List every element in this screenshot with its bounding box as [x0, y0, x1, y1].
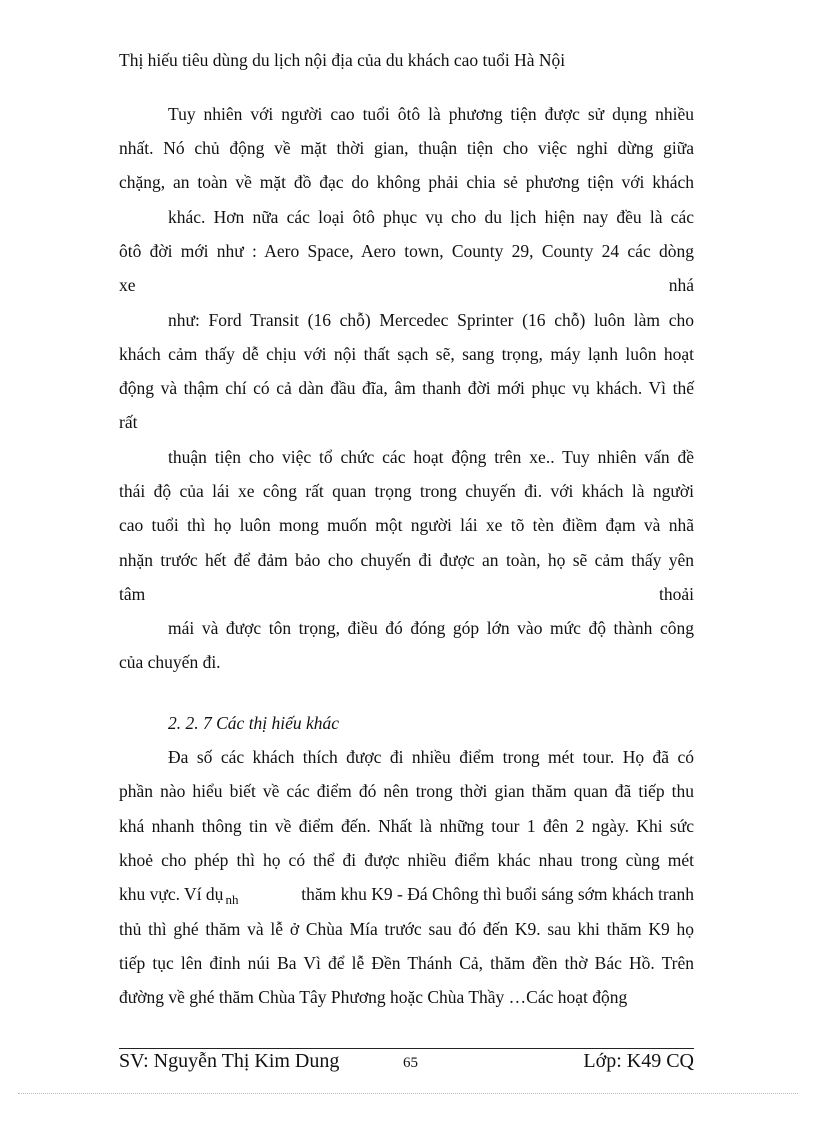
body-line: cao tuổi thì họ luôn mong muốn một người lái xe tõ tèn điềm đạm và nhã [119, 515, 694, 535]
body-line: nhất. Nó chủ động về mặt thời gian, thuận tiện cho việc nghỉ dừng giữa [119, 138, 694, 158]
example-text-a: khu vực. Ví dụ [119, 884, 224, 904]
body-line: mái và được tôn trọng, điều đó đóng góp lớn vào mức độ thành công [168, 618, 694, 638]
page-number: 65 [403, 1055, 418, 1071]
body-line-right: thoải [659, 584, 694, 604]
body-line: khác. Hơn nữa các loại ôtô phục vụ cho du lịch hiện nay đều là các [168, 207, 694, 227]
footer-rule [119, 1048, 694, 1049]
page-bottom-divider [18, 1093, 798, 1094]
body-line: phần nào hiểu biết về các điểm đó nên trong thời gian thăm quan đã tiếp thu [119, 781, 694, 801]
body-line: thuận tiện cho việc tổ chức các hoạt động trên xe.. Tuy nhiên vấn đề [168, 447, 694, 467]
body-line: ôtô đời mới như : Aero Space, Aero town, County 29, County 24 các dòng [119, 241, 694, 261]
example-text-b: thăm khu K9 - Đá Chông thì buổi sáng sớm khách tranh [301, 884, 694, 904]
body-line: đường về ghé thăm Chùa Tây Phương hoặc Chùa Thầy …Các hoạt động [119, 987, 628, 1007]
section-heading: 2. 2. 7 Các thị hiếu khác [168, 713, 340, 733]
body-line: khoẻ cho phép thì họ có thể đi được nhiều điểm khác nhau trong cùng mét [119, 850, 694, 870]
body-line: Đa số các khách thích được đi nhiều điểm trong mét tour. Họ đã có [168, 747, 694, 767]
footer-class: Lớp: K49 CQ [583, 1050, 694, 1072]
body-line: như: Ford Transit (16 chỗ) Mercedec Sprinter (16 chỗ) luôn làm cho [168, 310, 694, 330]
body-line-right: nhá [668, 275, 694, 295]
body-line: khá nhanh thông tin về điểm đến. Nhất là những tour 1 đên 2 ngày. Khi sức [119, 816, 694, 836]
body-line: khách cảm thấy dễ chịu với nội thất sạch sẽ, sang trọng, máy lạnh luôn hoạt [119, 344, 694, 364]
body-line: của chuyến đi. [119, 652, 221, 672]
body-line: thái độ của lái xe công rất quan trọng trong chuyến đi. với khách là người [119, 481, 694, 501]
body-line: Tuy nhiên với người cao tuổi ôtô là phương tiện được sử dụng nhiều [168, 104, 694, 124]
footer-student: SV: Nguyễn Thị Kim Dung [119, 1050, 340, 1072]
page-header: Thị hiếu tiêu dùng du lịch nội địa của du khách cao tuổi Hà Nội [119, 50, 566, 70]
body-line: tiếp tục lên đỉnh núi Ba Vì để lễ Đền Thánh Cả, thăm đền thờ Bác Hồ. Trên [119, 953, 694, 973]
body-line: thủ thì ghé thăm và lễ ở Chùa Mía trước sau đó đến K9. sau khi thăm K9 họ [119, 919, 694, 939]
body-line: chặng, an toàn về mặt đồ đạc do không phải chia sẻ phương tiện với khách [119, 172, 694, 192]
body-line: rất [119, 412, 138, 432]
body-line-example [119, 884, 694, 905]
body-line: động và thậm chí có cả dàn đầu đĩa, âm thanh đời mới phục vụ khách. Vì thế [119, 378, 694, 398]
body-line: nhặn trước hết để đảm bảo cho chuyến đi được an toàn, họ sẽ cảm thấy yên [119, 550, 694, 570]
example-subscript: nh [225, 892, 239, 907]
body-line-left: xe [119, 275, 136, 295]
body-line-left: tâm [119, 584, 146, 604]
